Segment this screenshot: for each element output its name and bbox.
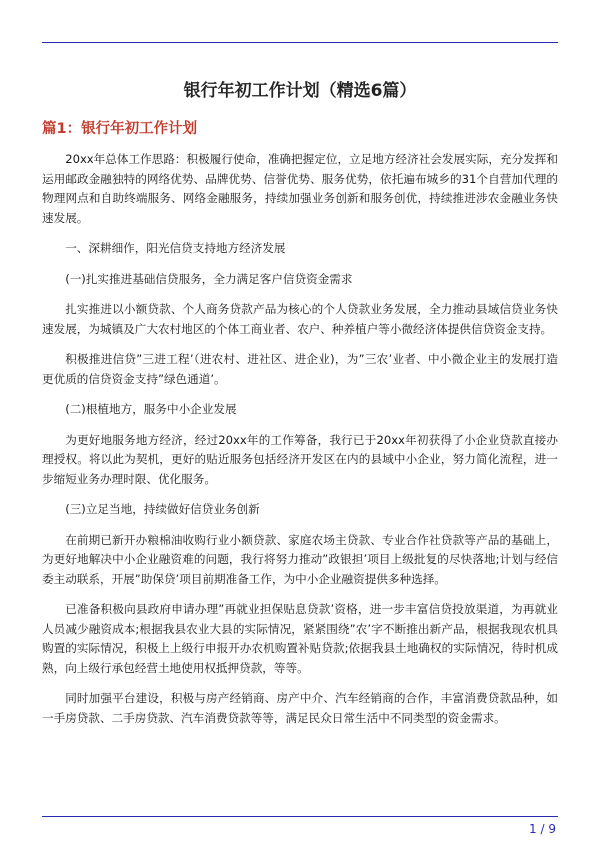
paragraph-platform-building: 同时加强平台建设，积极与房产经销商、房产中介、汽车经销商的合作，丰富消费贷款品种，如一手房贷款、二手房贷款、汽车消费贷款等等，满足民众日常生活中不同类型的资金需求。 <box>42 691 558 725</box>
document-title: 银行年初工作计划（精选6篇） <box>183 81 417 101</box>
paragraph-overview: 20xx年总体工作思路：积极履行使命，准确把握定位，立足地方经济社会发展实际，充分发挥和运用邮政金融独特的网络优势、品牌优势、信誉优势、服务优势，依托遍布城乡的31个自营加代理的物理网点和自助终端服务、网络金融服务，持续加强业务创新和服务创优，持续推进涉农金融业务快速发展。 <box>42 152 558 225</box>
paragraph-subheading-1: (一)扎实推进基础信贷服务，全力满足客户信贷资金需求 <box>65 271 353 286</box>
paragraph-sme-service: 为更好地服务地方经济，经过20xx年的工作筹备，我行已于20xx年初获得了小企业贷款直接办理授权。将以此为契机，更好的贴近服务包括经济开发区在内的县域中小企业，努力简化流程，进一步缩短业务办理时限、优化服务。 <box>42 432 558 486</box>
bottom-rule <box>42 816 558 817</box>
paragraph-subheading-3: (三)立足当地，持续做好信贷业务创新 <box>65 502 260 516</box>
paragraph-heading-1: 一、深耕细作，阳光信贷支持地方经济发展 <box>65 241 286 255</box>
paragraph-subheading-2: (二)根植地方，服务中小企业发展 <box>65 402 237 416</box>
page-number: 1 / 9 <box>529 822 556 836</box>
paragraph-product-innovation: 在前期已新开办粮棉油收购行业小额贷款、家庭农场主贷款、专业合作社贷款等产品的基础上，为更好地解决中小企业融资难的问题，我行将努力推动”政银担’项目上级批复的尽快落地;计划与经信委主动联系，开展”助保贷’项目前期准备工作，为中小企业融资提供多种选择。 <box>42 532 558 586</box>
top-rule <box>42 42 558 43</box>
document-body <box>42 150 558 739</box>
paragraph-three-entries: 积极推进信贷”三进工程’（进农村、进社区、进企业)，为”三农’业者、中小微企业主的发展打造更优质的信贷资金支持”绿色通道’。 <box>42 352 558 386</box>
paragraph-personal-loans: 扎实推进以小额贷款、个人商务贷款产品为核心的个人贷款业务发展，全力推动县域信贷业务快速发展，为城镇及广大农村地区的个体工商业者、农户、种养植户等小微经济体提供信贷资金支持。 <box>42 302 558 336</box>
paragraph-reemployment-loans: 已准备积极向县政府申请办理”再就业担保贴息贷款’资格，进一步丰富信贷投放渠道，为再就业人员减少融资成本;根据我县农业大县的实际情况，紧紧围绕”农’字不断推出新产品，根据我现农机具购置的实际情况，积极上上级行申报开办农机购置补贴贷款;依据我县土地确权的实际情况，待时机成熟，向上级行承包经营土地使用权抵押贷款，等等。 <box>42 602 558 675</box>
section-heading: 篇1：银行年初工作计划 <box>42 121 198 137</box>
